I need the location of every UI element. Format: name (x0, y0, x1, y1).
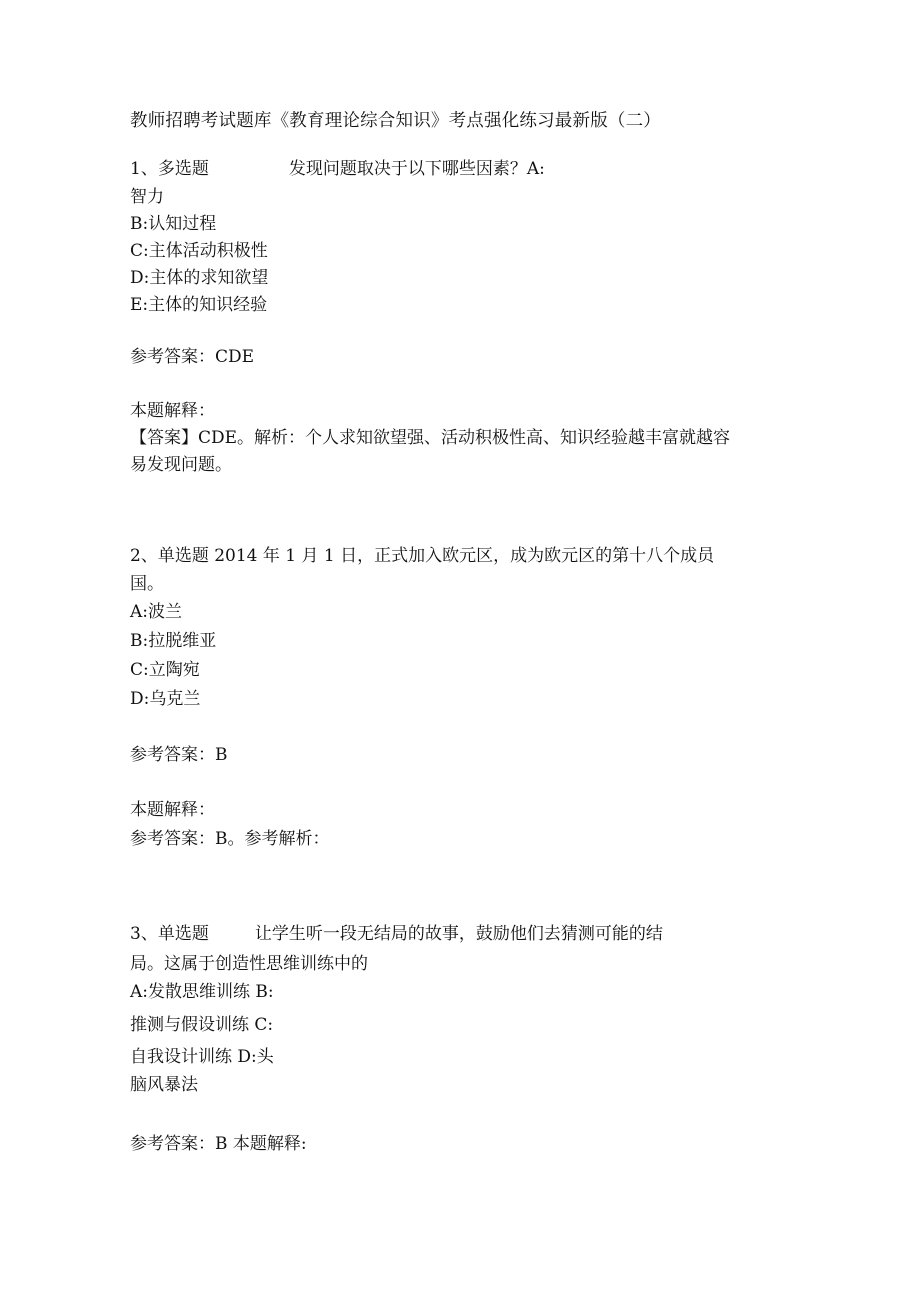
question-1-option: B:认知过程 (130, 214, 217, 234)
question-3-option: 自我设计训练 D:头 (130, 1047, 274, 1067)
question-1-number-type: 1、多选题 (130, 159, 209, 179)
question-1-header (130, 155, 545, 183)
question-1-explanation-cont: 易发现问题。 (130, 455, 232, 475)
question-2-stem-cont: 国。 (130, 574, 164, 594)
question-3-option: 脑风暴法 (130, 1075, 198, 1095)
question-3-option: 推测与假设训练 C: (130, 1015, 274, 1035)
question-1-explanation-heading: 本题解释： (130, 401, 215, 421)
question-2-stem: 2、单选题 2014 年 1 月 1 日，正式加入欧元区，成为欧元区的第十八个成员 (130, 546, 715, 566)
question-2-option: B:拉脱维亚 (130, 631, 217, 651)
question-1-answer: 参考答案：CDE (130, 347, 255, 367)
document-title: 教师招聘考试题库《教育理论综合知识》考点强化练习最新版（二） (130, 111, 661, 131)
question-2-option: D:乌克兰 (130, 689, 201, 709)
question-1-explanation: 【答案】CDE。解析：个人求知欲望强、活动积极性高、知识经验越丰富就越容 (130, 428, 731, 448)
question-1-stem-cont: 智力 (130, 187, 164, 207)
question-3-header (130, 920, 663, 948)
question-3-number-type: 3、单选题 (130, 924, 209, 944)
question-3-stem: 让学生听一段无结局的故事，鼓励他们去猜测可能的结 (254, 924, 663, 944)
question-2-explanation-heading: 本题解释： (130, 800, 215, 820)
question-3-answer: 参考答案：B 本题解释: (130, 1134, 307, 1154)
question-2-answer: 参考答案：B (130, 745, 228, 765)
question-2-option: C:立陶宛 (130, 660, 200, 680)
question-3-option: A:发散思维训练 B: (130, 982, 274, 1002)
question-1-option: D:主体的求知欲望 (130, 268, 269, 288)
question-1-option: E:主体的知识经验 (130, 295, 268, 315)
question-3-stem-cont: 局。这属于创造性思维训练中的 (130, 954, 368, 974)
question-2-option: A:波兰 (130, 602, 183, 622)
question-1-stem: 发现问题取决于以下哪些因素？A: (288, 159, 545, 179)
question-2-explanation: 参考答案：B。参考解析： (130, 829, 330, 849)
question-1-option: C:主体活动积极性 (130, 241, 268, 261)
